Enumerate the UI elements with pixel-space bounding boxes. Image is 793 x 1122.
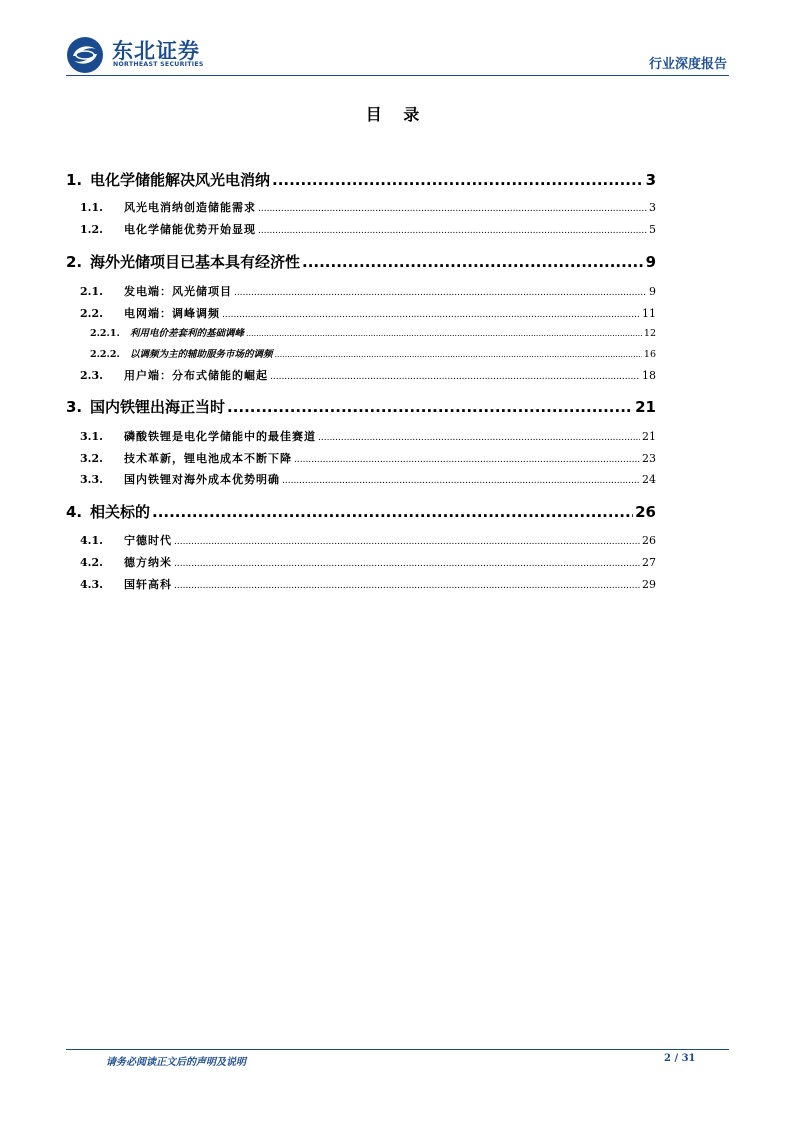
toc-entry-title: 国轩高科 [124, 578, 172, 591]
toc-entry[interactable] [66, 501, 656, 522]
toc-entry-number: 3. [66, 398, 83, 416]
toc-entry-number: 4.2. [80, 556, 103, 569]
toc-entry-leader [282, 476, 640, 486]
toc-entry-number: 2. [66, 253, 83, 271]
toc-entry-page: 26 [642, 534, 656, 547]
toc-entry[interactable] [80, 554, 656, 570]
toc-entry-page: 24 [642, 473, 656, 486]
toc-entry-number: 3.2. [80, 452, 103, 465]
toc-entry-leader [234, 288, 647, 298]
toc-entry-title: 电化学储能解决风光电消纳 [90, 171, 271, 189]
toc-entry[interactable] [80, 221, 656, 237]
toc-entry-title: 德方纳米 [124, 556, 172, 569]
footer-disclaimer: 请务必阅读正文后的声明及说明 [106, 1057, 246, 1068]
toc-entry-title: 利用电价差套利的基础调峰 [130, 328, 245, 339]
toc-entry-number: 2.2. [80, 307, 103, 320]
toc-entry-page: 23 [642, 452, 656, 465]
toc-entry-page: 21 [635, 398, 656, 416]
toc-entry-page: 27 [642, 556, 656, 569]
toc-entry-page: 26 [635, 503, 656, 521]
toc-entry-page: 21 [642, 430, 656, 443]
toc-entry-number: 1.2. [80, 223, 103, 236]
toc-entry-title: 宁德时代 [124, 534, 172, 547]
toc-entry-leader [174, 581, 640, 591]
toc-entry-number: 2.2.2. [90, 349, 120, 360]
toc-entry[interactable] [66, 396, 656, 417]
toc-entry-page: 5 [649, 223, 656, 236]
toc-entry[interactable] [80, 305, 656, 321]
toc-entry-title: 用户端：分布式储能的崛起 [124, 369, 268, 382]
toc-entry-page: 3 [649, 201, 656, 214]
toc-entry-leader [174, 537, 640, 547]
toc-entry[interactable] [90, 325, 656, 339]
toc-entry[interactable] [90, 346, 656, 360]
toc-entry-leader [227, 398, 633, 416]
toc-entry-number: 2.1. [80, 285, 103, 298]
toc-entry-title: 磷酸铁锂是电化学储能中的最佳赛道 [124, 430, 316, 443]
toc-entry[interactable] [66, 251, 656, 272]
toc-entry-leader [174, 559, 640, 569]
logo-cn-text: 东北证券 [112, 39, 200, 63]
toc-entry-page: 12 [643, 328, 656, 339]
toc-entry-leader [294, 455, 640, 465]
toc-entry-number: 1.1. [80, 201, 103, 214]
toc-entry-title: 电网端：调峰调频 [124, 307, 220, 320]
toc-entry[interactable] [80, 532, 656, 548]
toc-entry-leader [152, 503, 633, 521]
toc-title: 目 录 [365, 105, 428, 124]
toc-entry[interactable] [80, 450, 656, 466]
toc-entry-leader [258, 226, 647, 236]
company-logo-icon [66, 36, 104, 74]
toc-entry-page: 11 [642, 307, 656, 320]
toc-entry-leader [302, 253, 644, 271]
toc-entry[interactable] [80, 283, 656, 299]
toc-entry[interactable] [80, 576, 656, 592]
toc-entry-page: 9 [649, 285, 656, 298]
toc-entry-number: 1. [66, 171, 83, 189]
toc-entry-title: 海外光储项目已基本具有经济性 [90, 253, 301, 271]
toc-entry[interactable] [66, 169, 656, 190]
toc-entry-leader [258, 204, 647, 214]
toc-entry-page: 16 [643, 349, 656, 360]
toc-entry-number: 4.3. [80, 578, 103, 591]
toc-entry-page: 29 [642, 578, 656, 591]
toc-entry-page: 18 [642, 369, 656, 382]
toc-entry-title: 国内铁锂对海外成本优势明确 [124, 473, 280, 486]
report-type-label: 行业深度报告 [648, 57, 727, 72]
toc-entry-leader [272, 171, 644, 189]
toc-entry-leader [246, 329, 642, 338]
toc-entry-title: 技术革新，锂电池成本不断下降 [124, 452, 292, 465]
toc-entry-title: 发电端：风光储项目 [124, 285, 232, 298]
logo-en-text: NORTHEAST SECURITIES [113, 61, 204, 68]
toc-entry-page: 9 [645, 253, 656, 271]
toc-entry-number: 3.3. [80, 473, 103, 486]
page-header [66, 33, 729, 77]
toc-entry-leader [270, 372, 640, 382]
toc-entry-title: 国内铁锂出海正当时 [90, 398, 226, 416]
header-divider [66, 75, 729, 76]
toc-entry-page: 3 [645, 171, 656, 189]
toc-entry-title: 以调频为主的辅助服务市场的调频 [130, 349, 273, 360]
toc-entry-leader [275, 350, 642, 359]
toc-entry-number: 3.1. [80, 430, 103, 443]
toc-entry[interactable] [80, 428, 656, 444]
toc-entry[interactable] [80, 471, 656, 487]
footer-page-number: 2 / 31 [664, 1053, 696, 1064]
toc-entry-number: 2.2.1. [90, 328, 120, 339]
toc-entry-number: 2.3. [80, 369, 103, 382]
toc-entry[interactable] [80, 199, 656, 215]
toc-entry-number: 4. [66, 503, 83, 521]
company-logo [66, 33, 266, 77]
toc-entry-title: 电化学储能优势开始显现 [124, 223, 256, 236]
toc-entry-leader [222, 310, 640, 320]
toc-entry-number: 4.1. [80, 534, 103, 547]
toc-entry-title: 相关标的 [90, 503, 151, 521]
toc-entry-title: 风光电消纳创造储能需求 [124, 201, 256, 214]
toc-entry-leader [318, 433, 640, 443]
toc-entry[interactable] [80, 367, 656, 383]
footer-divider [66, 1049, 729, 1050]
